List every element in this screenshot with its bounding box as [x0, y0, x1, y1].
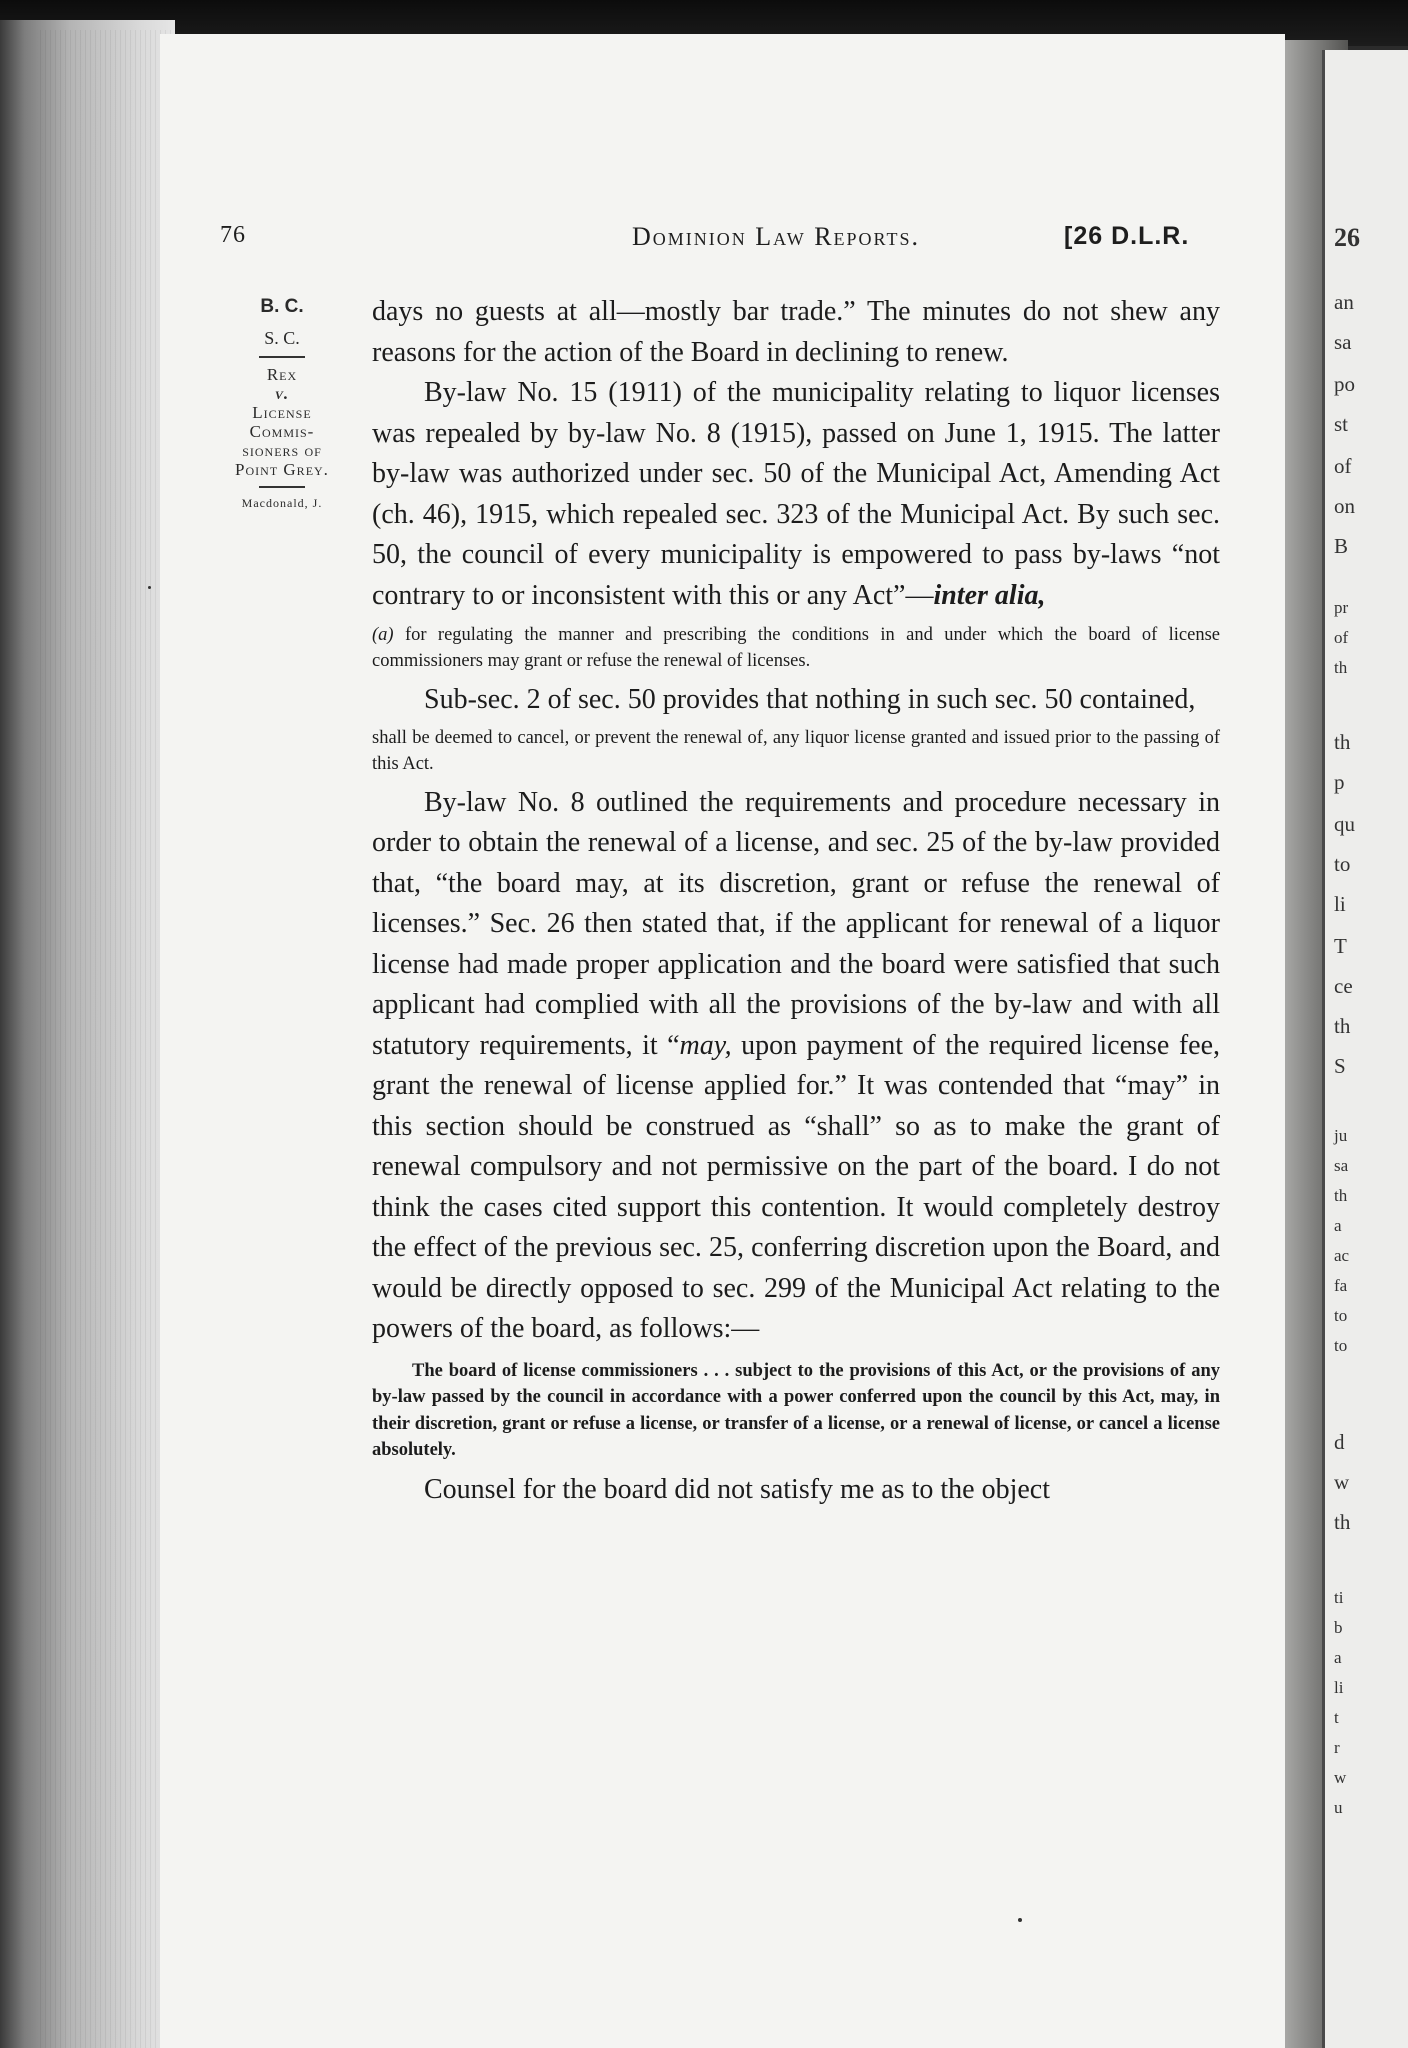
facing-page	[1322, 50, 1408, 2048]
facing-fragment: th	[1334, 730, 1351, 754]
facing-fragment: on	[1334, 494, 1355, 518]
running-head	[220, 222, 1220, 258]
italic-phrase: inter alia,	[933, 579, 1046, 611]
italic-phrase: may,	[679, 1029, 732, 1061]
quote-label: (a)	[372, 625, 394, 645]
page-edges	[40, 30, 175, 2048]
facing-fragment: w	[1334, 1470, 1350, 1494]
facing-fragment: th	[1334, 658, 1348, 677]
facing-fragment: a	[1334, 1648, 1342, 1667]
facing-fragment: qu	[1334, 812, 1355, 836]
facing-fragment: T	[1334, 934, 1347, 958]
facing-fragment: to	[1334, 852, 1351, 876]
case-party: Commis-	[249, 422, 315, 441]
margin-rule	[259, 486, 305, 488]
margin-rule	[259, 356, 305, 358]
facing-fragment: b	[1334, 1618, 1343, 1637]
paragraph: days no guests at all—mostly bar trade.” The minutes do not shew any reasons for the action of the Board in declining to renew.	[372, 296, 1220, 368]
quote-text: for regulating the manner and prescribing the conditions in and under which the board of license commissioners may grant or refuse the renewal of licenses.	[372, 625, 1220, 671]
facing-fragment: sa	[1334, 330, 1352, 354]
case-versus: v.	[274, 384, 290, 403]
subcourt-label: S. C.	[264, 328, 300, 348]
facing-fragment: ju	[1334, 1126, 1348, 1145]
volume-citation: [26 D.L.R.	[1064, 222, 1190, 250]
facing-fragment: to	[1334, 1336, 1348, 1355]
facing-fragment: B	[1334, 534, 1349, 558]
case-party: License	[252, 403, 312, 422]
running-title: Dominion Law Reports.	[632, 222, 920, 251]
facing-fragment: ti	[1334, 1588, 1344, 1607]
facing-fragment: p	[1334, 770, 1345, 794]
facing-fragment: sa	[1334, 1156, 1349, 1175]
block-quote: The board of license commissioners . . . subject to the provisions of this Act, or the provisions of any by-law passed by the council in accordance with a power conferred upon the council by this Act, may, in their discretion, grant or refuse a license, or transfer of a license, or a renewal of license, or cancel a license absolutely.	[372, 1360, 1220, 1460]
facing-fragment: a	[1334, 1216, 1342, 1235]
facing-fragment: li	[1334, 1678, 1344, 1697]
judge-name: Macdonald, J.	[241, 496, 323, 510]
main-text	[372, 292, 1220, 1510]
facing-fragment: t	[1334, 1708, 1339, 1727]
case-party: Point Grey.	[235, 460, 329, 479]
paragraph: Counsel for the board did not satisfy me as to the object	[424, 1473, 1050, 1505]
paragraph-text: upon payment of the required license fee, grant the renewal of license applied for.” It was contended that “may” in this section should be construed as “shall” so as to make the grant of renewal compulsory and not permissive on the part of the board. I do not think the cases cited support this contention. It would completely destroy the effect of the previous sec. 25, conferring discretion upon the Board, and would be directly opposed to sec. 299 of the Municipal Act relating to the powers of the board, as follows:—	[372, 1029, 1221, 1344]
court-label: B. C.	[260, 296, 304, 317]
facing-fragment: fa	[1334, 1276, 1348, 1295]
facing-fragment: th	[1334, 1510, 1351, 1534]
facing-fragment: an	[1334, 290, 1354, 314]
facing-fragment: ce	[1334, 974, 1353, 998]
paragraph	[372, 373, 1220, 616]
facing-fragment: ac	[1334, 1246, 1350, 1265]
facing-fragment: to	[1334, 1306, 1348, 1325]
paragraph-text: By-law No. 15 (1911) of the municipality relating to liquor licenses was repealed by by-law No. 8 (1915), passed on June 1, 1915. The latter by-law was authorized under sec. 50 of the Municipal Act, Amending Act (ch. 46), 1915, which repealed sec. 323 of the Municipal Act. By such sec. 50, the council of every municipality is empowered to pass by-laws “not contrary to or inconsistent with this or any Act”—	[372, 377, 1220, 611]
case-party: Rex	[266, 365, 298, 384]
facing-fragment: d	[1334, 1430, 1345, 1454]
facing-page-number: 26	[1334, 223, 1360, 252]
paragraph-text: By-law No. 8 outlined the requirements and procedure necessary in order to obtain the renewal of a license, and sec. 25 of the by-law provided that, “the board may, at its discretion, grant or refuse the renewal of licenses.” Sec. 26 then stated that, if the applicant for renewal of a liquor license had made proper application and the board were satisfied that such applicant had complied with all the provisions of the by-law and with all statutory requirements, it “	[372, 786, 1220, 1061]
facing-fragment: r	[1334, 1738, 1340, 1757]
block-quote: shall be deemed to cancel, or prevent the renewal of, any liquor license granted and issued prior to the passing of this Act.	[372, 727, 1220, 774]
facing-fragment: st	[1334, 412, 1349, 436]
facing-fragment: po	[1334, 372, 1355, 396]
case-party: sioners of	[242, 441, 322, 460]
paragraph	[372, 783, 1220, 1350]
facing-fragment: of	[1334, 628, 1349, 647]
margin-note	[218, 296, 346, 511]
facing-fragment: S	[1334, 1054, 1346, 1078]
facing-fragment: u	[1334, 1798, 1343, 1817]
facing-fragment: th	[1334, 1186, 1348, 1205]
scan-speck	[1018, 1918, 1022, 1922]
facing-fragment: of	[1334, 454, 1352, 478]
paragraph: Sub-sec. 2 of sec. 50 provides that nothing in such sec. 50 contained,	[424, 684, 1196, 715]
facing-fragment: pr	[1334, 598, 1349, 617]
facing-fragment: th	[1334, 1014, 1351, 1038]
block-quote	[372, 622, 1220, 674]
scan-speck	[148, 586, 151, 589]
case-name	[218, 365, 346, 479]
facing-fragment: w	[1334, 1768, 1347, 1787]
page-number: 76	[220, 222, 246, 248]
facing-fragment: li	[1334, 892, 1346, 916]
